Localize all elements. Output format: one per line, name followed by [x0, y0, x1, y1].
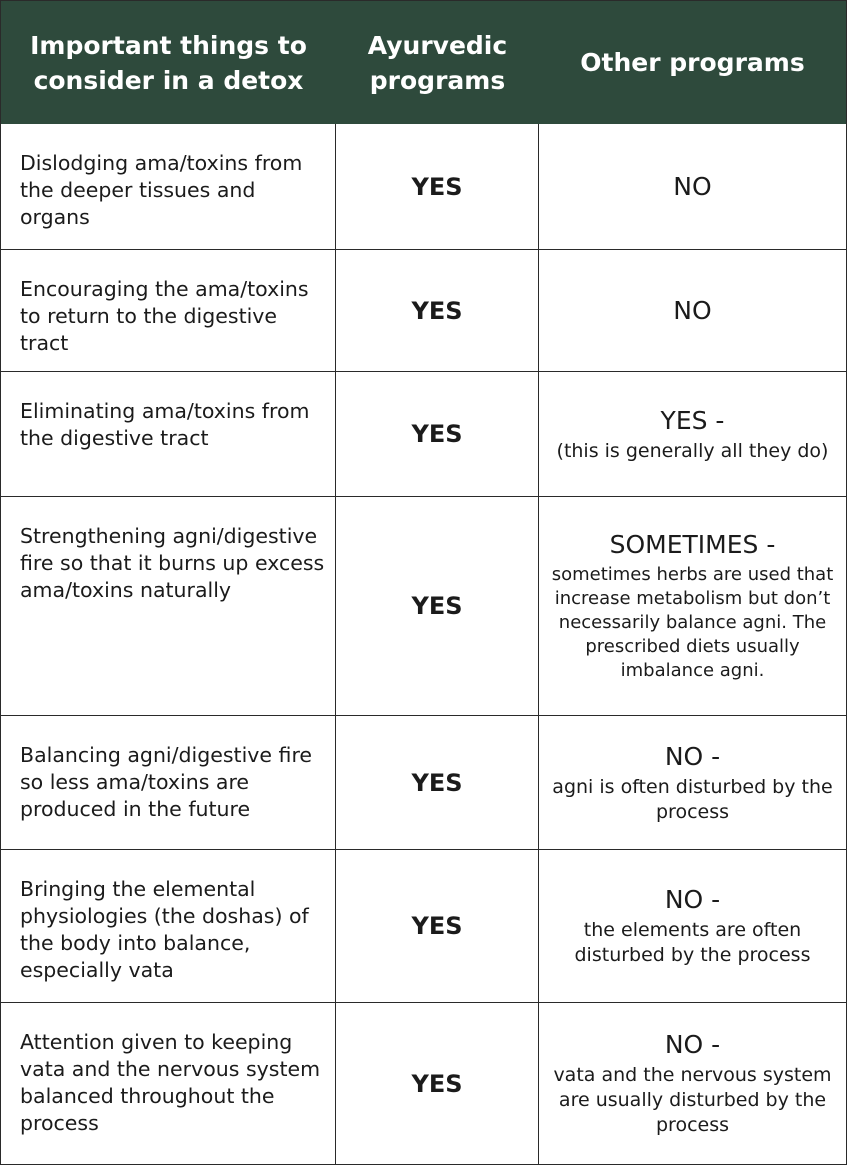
row-2-other — [539, 250, 846, 372]
row-6-other-main: NO - — [664, 885, 721, 914]
row-3-other-main: YES - — [660, 405, 725, 435]
header-other-programs: Other programs — [539, 1, 846, 124]
row-6-other-detail: the elements are often disturbed by the process — [574, 919, 811, 966]
row-6-other — [539, 850, 846, 1003]
row-4-other — [539, 497, 846, 716]
row-4-ayurvedic: YES — [336, 497, 539, 716]
row-2-feature: Encouraging the ama/toxins to return to the digestive tract — [1, 250, 336, 372]
row-7-other — [539, 1003, 846, 1164]
row-7-feature: Attention given to keeping vata and the nervous system balanced throughout the process — [1, 1003, 336, 1164]
row-5-other — [539, 716, 846, 850]
row-5-feature: Balancing agni/digestive fire so less ama/toxins are produced in the future — [1, 716, 336, 850]
row-3-other-detail: (this is generally all they do) — [556, 439, 829, 462]
header-ayurvedic-programs: Ayurvedic programs — [336, 1, 539, 124]
row-1-ayurvedic: YES — [336, 124, 539, 250]
row-5-other-detail: agni is often disturbed by the process — [552, 775, 833, 823]
row-1-other — [539, 124, 846, 250]
row-3-feature: Eliminating ama/toxins from the digestive tract — [1, 372, 336, 497]
row-4-other-detail: sometimes herbs are used that increase metabolism but don’t necessarily balance agni. The prescribed diets usually imbalance agni. — [551, 564, 834, 681]
row-6-feature: Bringing the elemental physiologies (the doshas) of the body into balance, especially vata — [1, 850, 336, 1003]
row-7-ayurvedic: YES — [336, 1003, 539, 1164]
row-5-other-main: NO - — [664, 741, 721, 771]
row-7-other-detail: vata and the nervous system are usually disturbed by the process — [553, 1064, 832, 1136]
row-6-ayurvedic: YES — [336, 850, 539, 1003]
row-4-other-main: SOMETIMES - — [609, 530, 776, 559]
row-1-other-main: NO — [673, 171, 712, 201]
row-3-other — [539, 372, 846, 497]
row-2-other-main: NO — [673, 295, 712, 325]
row-3-ayurvedic: YES — [336, 372, 539, 497]
row-1-feature: Dislodging ama/toxins from the deeper tissues and organs — [1, 124, 336, 250]
row-5-ayurvedic: YES — [336, 716, 539, 850]
row-7-other-main: NO - — [664, 1030, 721, 1059]
row-2-ayurvedic: YES — [336, 250, 539, 372]
row-4-feature: Strengthening agni/digestive fire so that it burns up excess ama/toxins naturally — [1, 497, 336, 716]
header-considerations: Important things to consider in a detox — [1, 1, 336, 124]
